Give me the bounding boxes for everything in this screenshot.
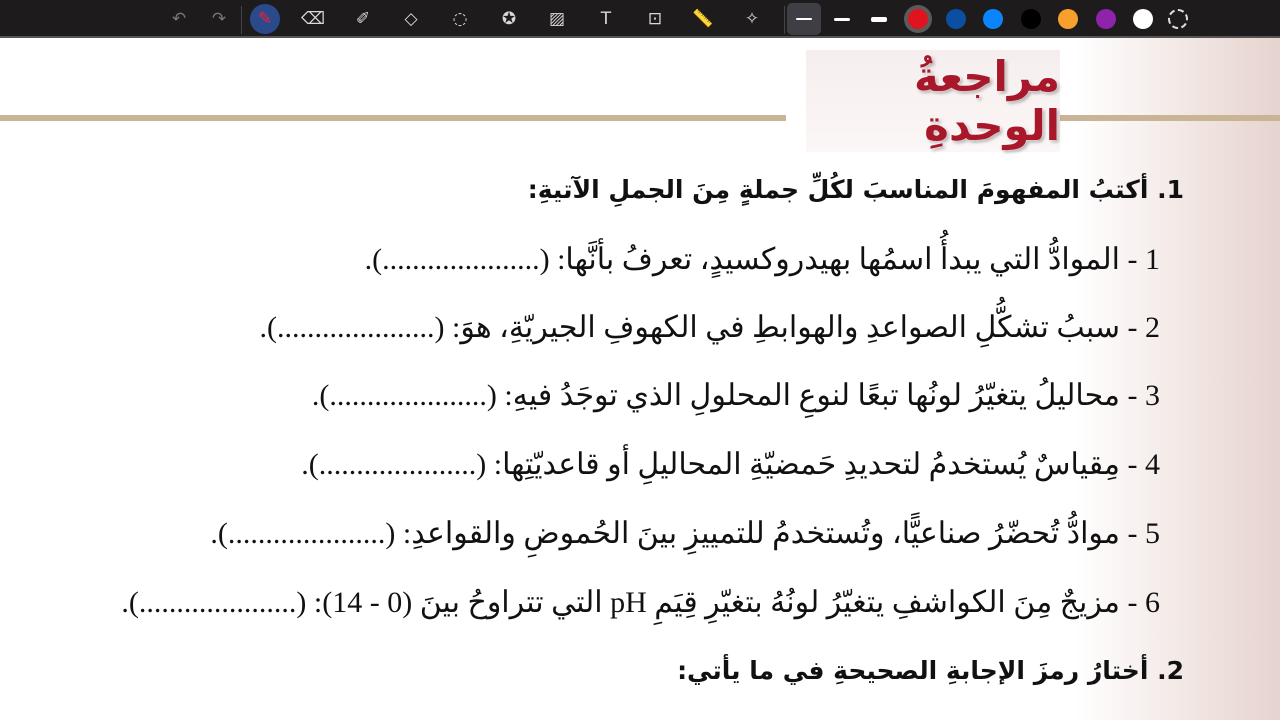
lasso-icon[interactable]: ◌ xyxy=(452,9,468,29)
color-orange-swatch[interactable] xyxy=(1058,9,1078,29)
image-icon[interactable]: ▨ xyxy=(548,9,566,29)
section-1-heading: 1. أكتبُ المفهومَ المناسبَ لكُلِّ جملةٍ مِنَ الجملِ الآتيةِ: xyxy=(527,175,1184,204)
question-item: 4 - مِقياسٌ يُستخدمُ لتحديدِ حَمضيّةِ المحاليلِ أو قاعديّتِها: (.....................). xyxy=(301,448,1160,481)
toolbar-divider xyxy=(241,6,242,34)
color-dark-blue-swatch[interactable] xyxy=(946,9,966,29)
stroke-medium-button[interactable] xyxy=(825,3,859,35)
laser-pointer-icon[interactable]: ✧ xyxy=(744,9,760,29)
color-white-swatch[interactable] xyxy=(1133,9,1153,29)
image-search-icon[interactable]: ⊡ xyxy=(647,9,663,29)
color-blue-swatch[interactable] xyxy=(983,9,1003,29)
question-item: 5 - موادُّ تُحضّرُ صناعيًّا، وتُستخدمُ للتمييزِ بينَ الحُموضِ والقواعدِ: (.....................). xyxy=(210,517,1160,550)
redo-icon[interactable]: ↷ xyxy=(211,9,227,29)
add-color-icon[interactable] xyxy=(1168,9,1188,29)
ruler-icon[interactable]: 📏 xyxy=(692,9,714,29)
question-item: 1 - الموادُّ التي يبدأُ اسمُها بهيدروكسيدٍ، تعرفُ بأنَّها: (.....................). xyxy=(364,243,1160,276)
color-red-swatch[interactable] xyxy=(908,9,928,29)
shapes-icon[interactable]: ◇ xyxy=(404,9,418,29)
title-rule-left xyxy=(0,115,786,121)
sticker-icon[interactable]: ✪ xyxy=(501,9,517,29)
color-black-swatch[interactable] xyxy=(1021,9,1041,29)
pen-icon[interactable]: ✎ xyxy=(250,4,280,34)
page-title: مراجعةُ الوحدةِ xyxy=(914,52,1060,150)
title-rule-right xyxy=(1058,115,1280,121)
undo-icon[interactable]: ↶ xyxy=(171,9,187,29)
toolbar-divider xyxy=(784,6,785,34)
stroke-thick-button[interactable] xyxy=(862,3,896,35)
question-item: 2 - سببُ تشكُّلِ الصواعدِ والهوابطِ في الكهوفِ الجيريّةِ، هوَ: (.....................). xyxy=(259,311,1160,344)
text-icon[interactable]: T xyxy=(600,9,612,29)
highlighter-icon[interactable]: ✐ xyxy=(355,9,371,29)
annotation-toolbar xyxy=(0,0,1280,38)
unit-review-title-banner xyxy=(806,50,1060,152)
section-2-heading: 2. أختارُ رمزَ الإجابةِ الصحيحةِ في ما يأتي: xyxy=(677,656,1184,685)
question-item: 6 - مزيجٌ مِنَ الكواشفِ يتغيّرُ لونُهُ بتغيّرِ قِيَمِ pH التي تتراوحُ بينَ (0 - 14): (.....................). xyxy=(121,586,1160,619)
stroke-thin-button[interactable] xyxy=(787,3,821,35)
color-purple-swatch[interactable] xyxy=(1096,9,1116,29)
eraser-icon[interactable]: ⌫ xyxy=(300,9,326,29)
question-item: 3 - محاليلُ يتغيّرُ لونُها تبعًا لنوعِ المحلولِ الذي توجَدُ فيهِ: (.....................). xyxy=(311,379,1160,412)
